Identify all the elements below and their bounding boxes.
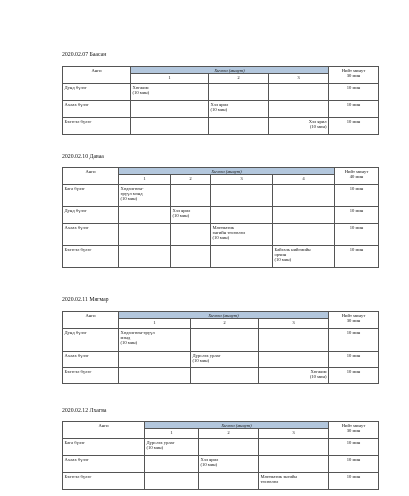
lesson-subject: Хэл ярил: [308, 118, 327, 124]
lesson-duration: (10 мин): [192, 357, 210, 363]
table-row: [63, 456, 379, 473]
lesson-duration: (10 мин): [212, 235, 230, 241]
row-total: 10 мин: [329, 84, 379, 101]
row-total: 10 мин: [335, 246, 379, 268]
grade-name: Бэлтгэл бүлэг: [63, 473, 145, 490]
row-total: 10 мин: [335, 224, 379, 246]
lesson-cell: [171, 207, 211, 224]
lesson-cell: [211, 246, 273, 268]
lesson-duration: (10 мин): [120, 340, 138, 346]
total-column-header: [329, 312, 379, 329]
lesson-subject: мэнд: [120, 334, 131, 340]
total-column-header: [329, 67, 379, 84]
lesson-duration: (10 мин): [120, 196, 138, 202]
period-number: 3: [259, 429, 329, 439]
row-total: 10 мин: [335, 185, 379, 207]
lesson-cell: [269, 118, 329, 135]
total-label: Нийт минут: [344, 168, 369, 174]
lesson-subject: Хэл ярил: [200, 456, 219, 462]
grade-name: Бэлтгэл бүлэг: [63, 246, 119, 268]
lesson-subject: Хэл ярил: [172, 207, 191, 213]
lesson-cell: [269, 84, 329, 101]
lesson-subject: Хөдөлгөөн-: [120, 185, 144, 191]
period-number: 4: [273, 175, 335, 185]
lesson-duration: (10 мин): [309, 373, 327, 379]
lesson-subject: Хөдөлгөөн-эрүүл: [120, 329, 155, 335]
table-row: [63, 207, 379, 224]
lesson-cell: [119, 224, 171, 246]
grade-name: Ахлах бүлэг: [63, 101, 131, 118]
schedule-table: [62, 421, 379, 490]
lesson-subject: Математик энгийн: [260, 473, 297, 479]
lesson-subject: Хэл ярил: [210, 101, 229, 107]
period-number: 2: [209, 74, 269, 84]
grade-name: Бэлтгэл бүлэг: [63, 368, 119, 384]
lesson-cell: [119, 329, 191, 352]
schedule-date: 2020.02.10 Даваа: [62, 154, 104, 160]
lessons-column-header: Хичээл (минут): [119, 312, 329, 319]
lesson-cell: [273, 185, 335, 207]
row-total: 10 мин: [329, 439, 379, 456]
lesson-cell: [191, 329, 259, 352]
lesson-duration: (10 мин): [274, 257, 292, 263]
table-row: [63, 84, 379, 101]
grade-name: Дунд бүлэг: [63, 84, 131, 101]
row-total: 10 мин: [329, 368, 379, 384]
lessons-column-header: Хичээл (минут): [145, 422, 329, 429]
lessons-column-header: Хичээл (минут): [131, 67, 329, 74]
lesson-duration: (10 мин): [210, 106, 228, 112]
total-label: Нийт минут: [341, 422, 366, 428]
lesson-cell: [211, 224, 273, 246]
lesson-subject: төсөөлөл: [260, 478, 279, 484]
period-number: 1: [119, 175, 171, 185]
lesson-cell: [131, 84, 209, 101]
grade-name: Бэлтгэл бүлэг: [63, 118, 131, 135]
lesson-cell: [119, 207, 171, 224]
lesson-cell: [199, 473, 259, 490]
lesson-duration: (10 мин): [146, 444, 164, 450]
period-number: 3: [259, 319, 329, 329]
table-row: [63, 101, 379, 118]
schedule-date: 2020.02.11 Мягмар: [62, 297, 109, 303]
total-minutes: 40 мин: [349, 173, 364, 179]
lesson-subject: Хөгжим: [310, 368, 327, 374]
grade-name: Бага бүлэг: [63, 439, 145, 456]
period-number: 1: [145, 429, 199, 439]
schedule-date: 2020.02.12 Лхагва: [62, 408, 107, 414]
lesson-subject: Дүрслэх урлаг: [146, 439, 175, 445]
period-number: 3: [211, 175, 273, 185]
lesson-cell: [273, 246, 335, 268]
period-number: 1: [119, 319, 191, 329]
table-row: [63, 368, 379, 384]
lesson-cell: [211, 185, 273, 207]
grade-name: Дунд бүлэг: [63, 207, 119, 224]
lessons-column-header: Хичээл (минут): [119, 168, 335, 175]
total-minutes: 30 мин: [346, 72, 361, 78]
period-number: 3: [269, 74, 329, 84]
grade-name: Бага бүлэг: [63, 185, 119, 207]
lesson-cell: [209, 84, 269, 101]
lesson-cell: [211, 207, 273, 224]
row-total: 10 мин: [329, 352, 379, 368]
grade-column-header: Анги: [63, 67, 131, 84]
total-column-header: [335, 168, 379, 185]
lesson-subject: орчин: [274, 251, 287, 257]
lesson-cell: [131, 101, 209, 118]
lesson-subject: энгийн төсөөлөл: [212, 229, 246, 235]
row-total: 10 мин: [329, 329, 379, 352]
lesson-cell: [119, 352, 191, 368]
lesson-cell: [145, 439, 199, 456]
lesson-cell: [171, 246, 211, 268]
lesson-cell: [199, 439, 259, 456]
lesson-subject: Байгаль нийгмийн: [274, 246, 311, 252]
lesson-duration: (10 мин): [200, 461, 218, 467]
row-total: 10 мин: [329, 456, 379, 473]
total-minutes: 30 мин: [346, 317, 361, 323]
table-row: [63, 473, 379, 490]
schedule-table: [62, 167, 379, 268]
lesson-cell: [131, 118, 209, 135]
grade-column-header: Анги: [63, 168, 119, 185]
total-column-header: [329, 422, 379, 439]
total-label: Нийт минут: [341, 312, 366, 318]
schedule-date: 2020.02.07 Баасан: [62, 52, 107, 58]
table-row: [63, 439, 379, 456]
lesson-cell: [171, 224, 211, 246]
row-total: 10 мин: [329, 473, 379, 490]
grade-name: Ахлах бүлэг: [63, 352, 119, 368]
lesson-cell: [145, 473, 199, 490]
lesson-cell: [191, 352, 259, 368]
period-number: 1: [131, 74, 209, 84]
lesson-cell: [145, 456, 199, 473]
table-row: [63, 246, 379, 268]
period-number: 2: [191, 319, 259, 329]
lesson-cell: [209, 101, 269, 118]
table-row: [63, 329, 379, 352]
lesson-cell: [259, 329, 329, 352]
lesson-cell: [209, 118, 269, 135]
row-total: 10 мин: [329, 101, 379, 118]
lesson-cell: [273, 207, 335, 224]
grade-name: Дунд бүлэг: [63, 329, 119, 352]
lesson-cell: [119, 185, 171, 207]
total-label: Нийт минут: [341, 67, 366, 73]
lesson-cell: [119, 368, 191, 384]
grade-column-header: Анги: [63, 312, 119, 329]
lesson-subject: Дүрслэх урлаг: [192, 352, 221, 358]
lesson-duration: (10 мин): [309, 123, 327, 129]
lesson-cell: [259, 456, 329, 473]
row-total: 10 мин: [329, 118, 379, 135]
table-row: [63, 118, 379, 135]
lesson-cell: [259, 473, 329, 490]
period-number: 2: [199, 429, 259, 439]
lesson-cell: [171, 185, 211, 207]
lesson-cell: [259, 352, 329, 368]
row-total: 10 мин: [335, 207, 379, 224]
table-row: [63, 185, 379, 207]
total-minutes: 30 мин: [346, 427, 361, 433]
schedule-table: [62, 311, 379, 384]
lesson-cell: [259, 368, 329, 384]
grade-column-header: Анги: [63, 422, 145, 439]
lesson-duration: (10 мин): [132, 89, 150, 95]
schedule-table: [62, 66, 379, 135]
table-row: [63, 352, 379, 368]
table-row: [63, 224, 379, 246]
lesson-subject: Хөгжим: [132, 84, 149, 90]
lesson-subject: Математик: [212, 224, 235, 230]
lesson-subject: эрүүл мэнд: [120, 190, 143, 196]
period-number: 2: [171, 175, 211, 185]
lesson-cell: [191, 368, 259, 384]
lesson-duration: (10 мин): [172, 212, 190, 218]
lesson-cell: [273, 224, 335, 246]
grade-name: Ахлах бүлэг: [63, 456, 145, 473]
lesson-cell: [119, 246, 171, 268]
grade-name: Ахлах бүлэг: [63, 224, 119, 246]
lesson-cell: [259, 439, 329, 456]
lesson-cell: [269, 101, 329, 118]
lesson-cell: [199, 456, 259, 473]
